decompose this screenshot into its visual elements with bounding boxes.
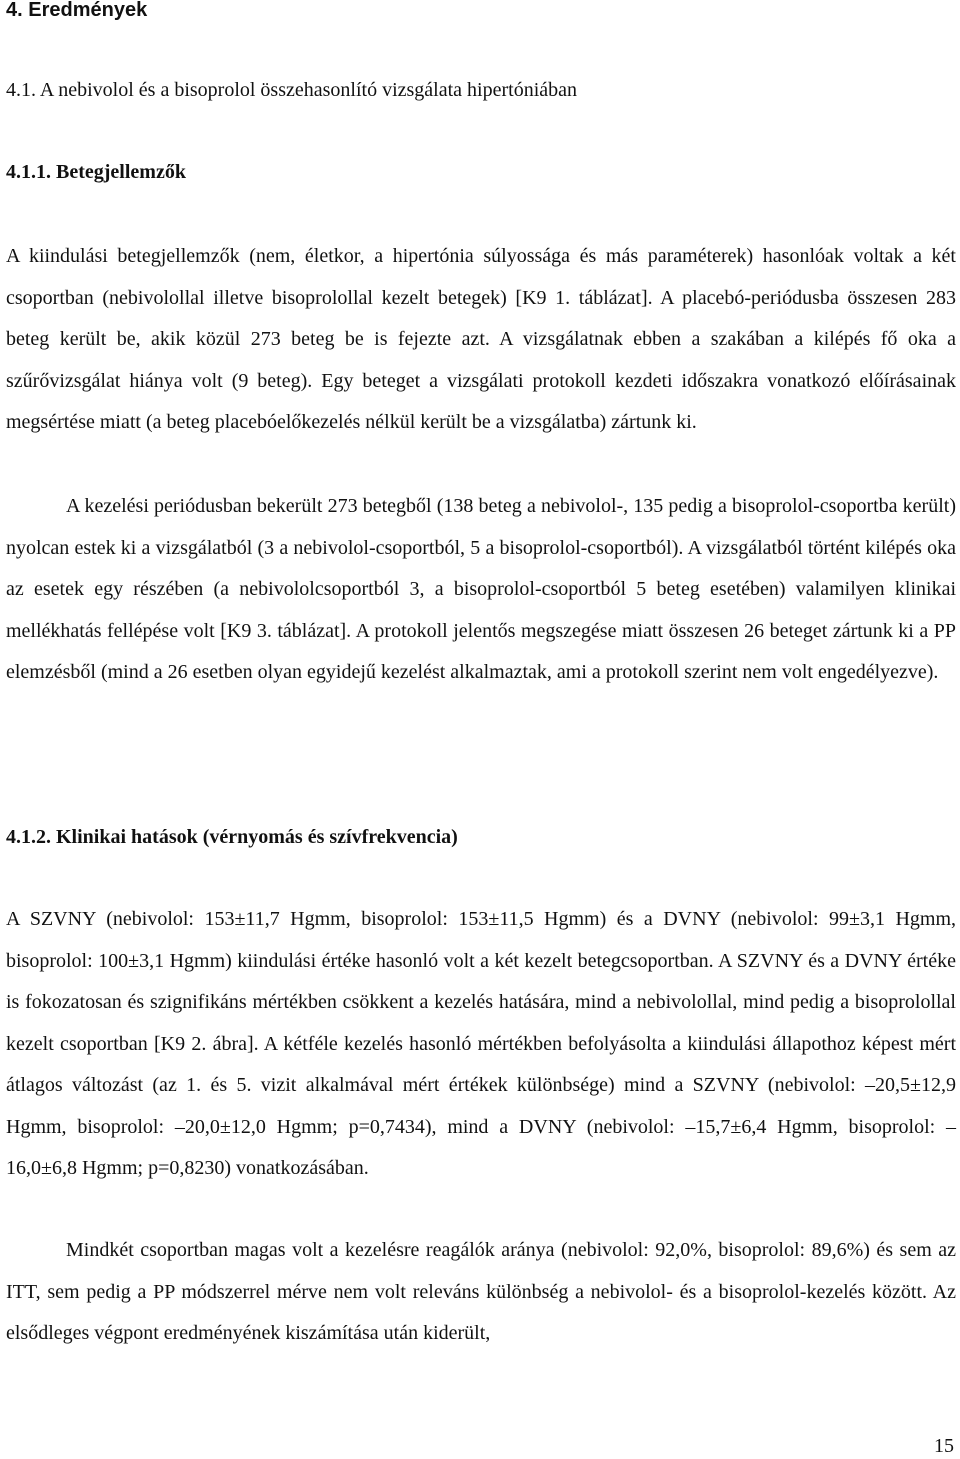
paragraph-klinikai-hatasok-2: Mindkét csoportban magas volt a kezelésre reagálók aránya (nebivolol: 92,0%, bisoprolol: 89,6%) és sem az ITT, sem pedig a PP módszerrel mérve nem volt releváns különbség a nebivolol- és a bisoprolol-kezelés között. Az elsődleges végpont eredményének kiszámítása után kiderült, xyxy=(6,1239,956,1344)
page-number: 15 xyxy=(934,1435,954,1457)
subsection-heading-klinikai-hatasok: 4.1.2. Klinikai hatások (vérnyomás és szívfrekvencia) xyxy=(6,826,458,848)
paragraph-betegjellemzok-2: A kezelési periódusban bekerült 273 betegből (138 beteg a nebivolol-, 135 pedig a bisoprolol-csoportba került) nyolcan estek ki a vizsgálatból (3 a nebivolol-csoportból, 5 a bisoprolol-csoportból). A vizsgálatból történt kilépés oka az esetek egy részében (a nebivololcsoportból 3, a bisoprolol-csoportból 5 beteg esetében) valamilyen klinikai mellékhatás fellépése volt [K9 3. táblázat]. A protokoll jelentős megszegése miatt összesen 26 beteget zártunk ki a PP elemzésből (mind a 26 esetben olyan egyidejű kezelést alkalmaztak, ami a protokoll szerint nem volt engedélyezve). xyxy=(6,495,956,683)
subsection-heading-betegjellemzok: 4.1.1. Betegjellemzők xyxy=(6,161,186,183)
section-heading: 4.1. A nebivolol és a bisoprolol összehasonlító vizsgálata hipertóniában xyxy=(6,79,578,101)
chapter-heading: 4. Eredmények xyxy=(6,0,148,21)
paragraph-betegjellemzok-1: A kiindulási betegjellemzők (nem, életkor, a hipertónia súlyossága és más paraméterek) hasonlóak voltak a két csoportban (nebivolollal illetve bisoprolollal kezelt betegek) [K9 1. táblázat]. A placebó-periódusba összesen 283 beteg került be, akik közül 273 beteg be is fejezte azt. A vizsgálatnak ebben a szakában a kilépés fő oka a szűrővizsgálat hiánya volt (9 beteg). Egy beteget a vizsgálati protokoll kezdeti időszakra vonatkozó előírásainak megsértése miatt (a beteg placebóelőkezelés nélkül került be a vizsgálatba) zártunk ki. xyxy=(6,245,956,433)
paragraph-klinikai-hatasok-1: A SZVNY (nebivolol: 153±11,7 Hgmm, bisoprolol: 153±11,5 Hgmm) és a DVNY (nebivolol: 99±3,1 Hgmm, bisoprolol: 100±3,1 Hgmm) kiindulási értéke hasonló volt a két kezelt betegcsoportban. A SZVNY és a DVNY értéke is fokozatosan és szignifikáns mértékben csökkent a kezelés hatására, mind a nebivolollal, mind pedig a bisoprolollal kezelt csoportban [K9 2. ábra]. A kétféle kezelés hasonló mértékben befolyásolta a kiindulási állapothoz képest mért átlagos változást (az 1. és 5. vizit alkalmával mért értékek különbsége) mind a SZVNY (nebivolol: –20,5±12,9 Hgmm, bisoprolol: –20,0±12,0 Hgmm; p=0,7434), mind a DVNY (nebivolol: –15,7±6,4 Hgmm, bisoprolol: –16,0±6,8 Hgmm; p=0,8230) vonatkozásában. xyxy=(6,908,956,1179)
